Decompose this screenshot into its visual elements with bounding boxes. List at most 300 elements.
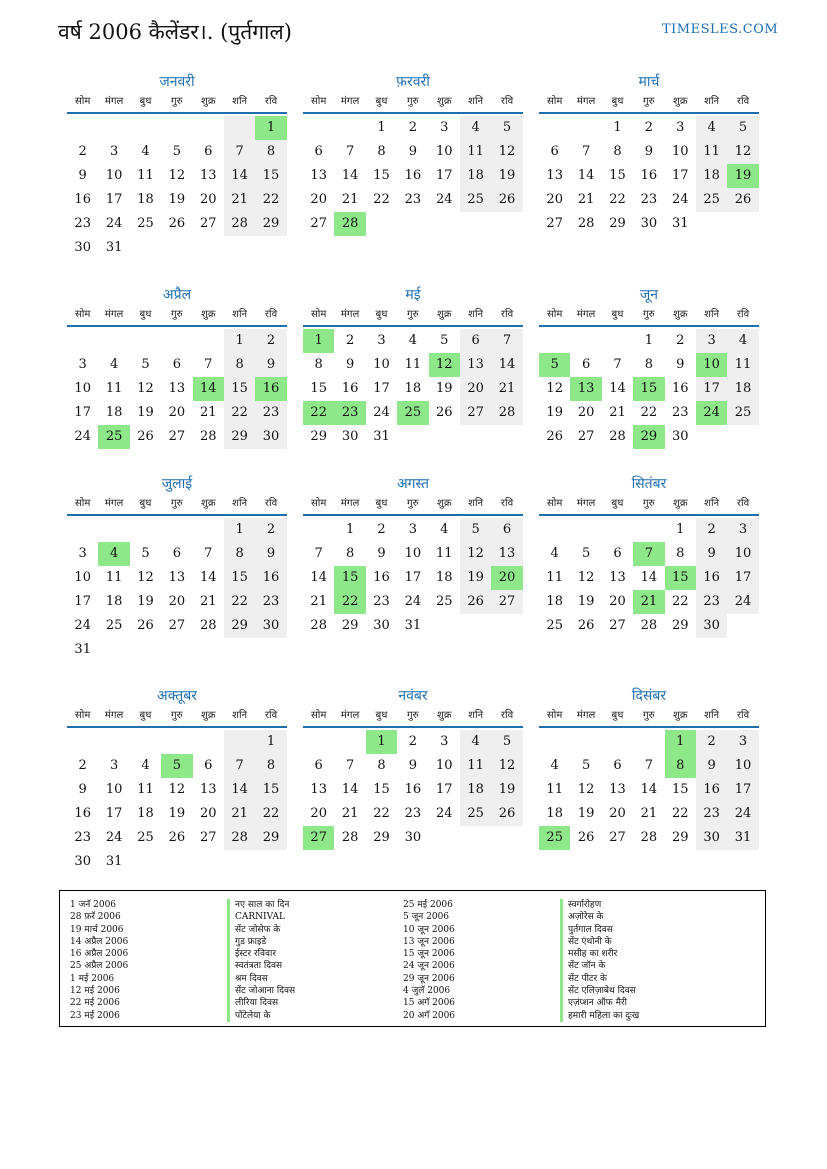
day-cell[interactable]: 4 — [141, 144, 150, 159]
day-cell[interactable]: 14 — [341, 782, 359, 797]
day-cell[interactable]: 13 — [310, 168, 327, 183]
day-cell[interactable]: 25 — [137, 830, 154, 845]
day-cell[interactable]: 19 — [168, 806, 186, 821]
day-cell[interactable]: 7 — [224, 140, 255, 164]
day-cell[interactable]: 6 — [460, 329, 491, 353]
day-cell[interactable]: 6 — [613, 546, 622, 561]
day-cell[interactable]: 24 — [373, 405, 390, 420]
day-cell[interactable]: 3 — [408, 522, 417, 537]
day-cell[interactable]: 30 — [404, 830, 422, 845]
day-cell[interactable]: 22 — [224, 590, 255, 614]
day-cell[interactable]: 21 — [341, 192, 359, 207]
day-cell[interactable]: 7 — [613, 357, 622, 372]
day-cell[interactable]: 18 — [435, 570, 453, 585]
day-cell[interactable]: 20 — [609, 806, 626, 821]
day-cell[interactable]: 4 — [109, 357, 119, 372]
day-cell[interactable]: 5 — [172, 144, 181, 159]
day-cell[interactable]: 6 — [204, 144, 213, 159]
day-cell[interactable]: 3 — [109, 758, 119, 773]
day-cell[interactable]: 8 — [377, 144, 386, 159]
day-cell[interactable]: 24 — [74, 618, 91, 633]
day-cell[interactable]: 4 — [696, 116, 727, 140]
day-cell[interactable]: 19 — [435, 381, 453, 396]
day-cell[interactable]: 11 — [727, 353, 758, 377]
day-cell[interactable]: 5 — [440, 333, 449, 348]
day-cell[interactable]: 13 — [491, 542, 522, 566]
day-cell[interactable]: 18 — [404, 381, 422, 396]
day-cell[interactable]: 16 — [255, 566, 286, 590]
day-cell[interactable]: 3 — [440, 734, 449, 749]
day-cell[interactable]: 29 — [224, 425, 255, 449]
day-cell[interactable]: 8 — [676, 546, 685, 561]
day-cell[interactable]: 5 — [727, 116, 758, 140]
day-cell[interactable]: 27 — [609, 830, 626, 845]
day-cell[interactable]: 27 — [310, 216, 327, 231]
day-cell[interactable]: 2 — [255, 518, 286, 542]
day-cell[interactable]: 29 — [373, 830, 390, 845]
day-cell[interactable]: 22 — [303, 401, 334, 425]
day-cell[interactable]: 3 — [727, 518, 758, 542]
day-cell[interactable]: 19 — [577, 806, 595, 821]
day-cell[interactable]: 19 — [491, 778, 522, 802]
day-cell[interactable]: 8 — [255, 140, 286, 164]
day-cell[interactable]: 20 — [577, 405, 595, 420]
day-cell[interactable]: 6 — [204, 758, 213, 773]
day-cell[interactable]: 24 — [435, 806, 453, 821]
day-cell[interactable]: 12 — [491, 754, 522, 778]
day-cell[interactable]: 13 — [199, 782, 217, 797]
day-cell[interactable]: 18 — [460, 778, 491, 802]
day-cell[interactable]: 2 — [377, 522, 386, 537]
day-cell[interactable]: 13 — [199, 168, 217, 183]
day-cell[interactable]: 26 — [491, 188, 522, 212]
day-cell[interactable]: 20 — [546, 192, 563, 207]
day-cell[interactable]: 20 — [168, 405, 186, 420]
day-cell[interactable]: 3 — [440, 120, 449, 135]
day-cell[interactable]: 23 — [255, 401, 286, 425]
day-cell[interactable]: 1 — [377, 120, 386, 135]
day-cell[interactable]: 26 — [577, 618, 595, 633]
day-cell[interactable]: 9 — [408, 758, 417, 773]
day-cell[interactable]: 6 — [172, 357, 181, 372]
day-cell[interactable]: 9 — [78, 168, 87, 183]
day-cell[interactable]: 15 — [224, 566, 255, 590]
day-cell[interactable]: 8 — [665, 754, 696, 778]
day-cell[interactable]: 1 — [345, 522, 355, 537]
day-cell[interactable]: 30 — [640, 216, 658, 231]
day-cell[interactable]: 3 — [727, 730, 758, 754]
day-cell[interactable]: 9 — [676, 357, 685, 372]
day-cell[interactable]: 17 — [727, 566, 758, 590]
day-cell[interactable]: 18 — [546, 806, 563, 821]
day-cell[interactable]: 8 — [377, 758, 386, 773]
day-cell[interactable]: 11 — [460, 754, 491, 778]
day-cell[interactable]: 1 — [224, 518, 255, 542]
day-cell[interactable]: 10 — [373, 357, 390, 372]
day-cell[interactable]: 8 — [224, 353, 255, 377]
day-cell[interactable]: 5 — [491, 116, 522, 140]
day-cell[interactable]: 12 — [727, 140, 758, 164]
day-cell[interactable]: 21 — [341, 806, 359, 821]
day-cell[interactable]: 26 — [460, 590, 491, 614]
day-cell[interactable]: 27 — [460, 401, 491, 425]
day-cell[interactable]: 28 — [341, 830, 359, 845]
day-cell[interactable]: 1 — [644, 333, 653, 348]
day-cell[interactable]: 19 — [460, 566, 491, 590]
day-cell[interactable]: 20 — [199, 192, 217, 207]
day-cell[interactable]: 7 — [204, 357, 213, 372]
day-cell[interactable]: 12 — [168, 168, 186, 183]
day-cell[interactable]: 2 — [676, 333, 685, 348]
day-cell[interactable]: 23 — [74, 830, 91, 845]
day-cell[interactable]: 20 — [609, 594, 626, 609]
day-cell[interactable]: 25 — [460, 802, 491, 826]
day-cell[interactable]: 4 — [141, 758, 150, 773]
day-cell[interactable]: 2 — [696, 518, 727, 542]
day-cell[interactable]: 23 — [640, 192, 658, 207]
day-cell[interactable]: 18 — [105, 594, 123, 609]
day-cell[interactable]: 25 — [460, 188, 491, 212]
day-cell[interactable]: 29 — [310, 429, 327, 444]
day-cell[interactable]: 4 — [98, 542, 129, 566]
day-cell[interactable]: 11 — [435, 546, 453, 561]
day-cell[interactable]: 11 — [546, 570, 563, 585]
day-cell[interactable]: 25 — [727, 401, 758, 425]
day-cell[interactable]: 13 — [609, 570, 626, 585]
day-cell[interactable]: 11 — [137, 782, 154, 797]
day-cell[interactable]: 6 — [550, 144, 559, 159]
day-cell[interactable]: 28 — [199, 429, 217, 444]
day-cell[interactable]: 13 — [168, 381, 186, 396]
day-cell[interactable]: 13 — [460, 353, 491, 377]
day-cell[interactable]: 15 — [373, 782, 390, 797]
day-cell[interactable]: 26 — [137, 618, 154, 633]
day-cell[interactable]: 27 — [491, 590, 522, 614]
day-cell[interactable]: 18 — [727, 377, 758, 401]
day-cell[interactable]: 23 — [334, 401, 365, 425]
day-cell[interactable]: 1 — [224, 329, 255, 353]
day-cell[interactable]: 27 — [609, 618, 626, 633]
day-cell[interactable]: 17 — [727, 778, 758, 802]
day-cell[interactable]: 29 — [341, 618, 359, 633]
day-cell[interactable]: 10 — [74, 381, 91, 396]
day-cell[interactable]: 25 — [539, 826, 570, 850]
day-cell[interactable]: 16 — [74, 806, 91, 821]
day-cell[interactable]: 13 — [168, 570, 186, 585]
day-cell[interactable]: 21 — [199, 594, 217, 609]
day-cell[interactable]: 9 — [255, 542, 286, 566]
day-cell[interactable]: 16 — [640, 168, 658, 183]
day-cell[interactable]: 2 — [644, 120, 653, 135]
day-cell[interactable]: 14 — [609, 381, 626, 396]
day-cell[interactable]: 30 — [341, 429, 359, 444]
day-cell[interactable]: 16 — [404, 782, 422, 797]
day-cell[interactable]: 25 — [696, 188, 727, 212]
day-cell[interactable]: 17 — [435, 168, 453, 183]
day-cell[interactable]: 25 — [397, 401, 428, 425]
day-cell[interactable]: 7 — [644, 758, 653, 773]
day-cell[interactable]: 28 — [640, 618, 658, 633]
day-cell[interactable]: 14 — [640, 570, 658, 585]
day-cell[interactable]: 2 — [78, 758, 87, 773]
day-cell[interactable]: 30 — [696, 614, 727, 638]
day-cell[interactable]: 3 — [676, 120, 685, 135]
day-cell[interactable]: 17 — [105, 192, 123, 207]
day-cell[interactable]: 26 — [577, 830, 595, 845]
day-cell[interactable]: 16 — [74, 192, 91, 207]
day-cell[interactable]: 26 — [168, 830, 186, 845]
day-cell[interactable]: 6 — [314, 144, 323, 159]
day-cell[interactable]: 21 — [633, 590, 664, 614]
day-cell[interactable]: 16 — [696, 566, 727, 590]
day-cell[interactable]: 13 — [310, 782, 327, 797]
day-cell[interactable]: 11 — [546, 782, 563, 797]
day-cell[interactable]: 12 — [491, 140, 522, 164]
day-cell[interactable]: 18 — [137, 192, 154, 207]
day-cell[interactable]: 16 — [404, 168, 422, 183]
day-cell[interactable]: 19 — [546, 405, 563, 420]
day-cell[interactable]: 2 — [408, 734, 417, 749]
day-cell[interactable]: 30 — [255, 614, 286, 638]
day-cell[interactable]: 23 — [404, 192, 422, 207]
day-cell[interactable]: 2 — [408, 120, 417, 135]
day-cell[interactable]: 15 — [373, 168, 390, 183]
day-cell[interactable]: 22 — [671, 594, 689, 609]
day-cell[interactable]: 17 — [373, 381, 390, 396]
day-cell[interactable]: 28 — [310, 618, 327, 633]
day-cell[interactable]: 7 — [633, 542, 664, 566]
day-cell[interactable]: 22 — [224, 401, 255, 425]
day-cell[interactable]: 7 — [224, 754, 255, 778]
day-cell[interactable]: 29 — [633, 425, 664, 449]
day-cell[interactable]: 31 — [105, 854, 123, 869]
day-cell[interactable]: 26 — [168, 216, 186, 231]
day-cell[interactable]: 7 — [581, 144, 591, 159]
day-cell[interactable]: 21 — [491, 377, 522, 401]
day-cell[interactable]: 20 — [310, 806, 327, 821]
day-cell[interactable]: 21 — [310, 594, 327, 609]
day-cell[interactable]: 8 — [255, 754, 286, 778]
day-cell[interactable]: 24 — [696, 401, 727, 425]
day-cell[interactable]: 23 — [671, 405, 689, 420]
day-cell[interactable]: 16 — [255, 377, 286, 401]
day-cell[interactable]: 24 — [727, 590, 758, 614]
day-cell[interactable]: 5 — [491, 730, 522, 754]
day-cell[interactable]: 31 — [373, 429, 390, 444]
day-cell[interactable]: 17 — [74, 594, 91, 609]
day-cell[interactable]: 17 — [74, 405, 91, 420]
day-cell[interactable]: 14 — [491, 353, 522, 377]
day-cell[interactable]: 25 — [137, 216, 154, 231]
day-cell[interactable]: 29 — [255, 826, 286, 850]
day-cell[interactable]: 27 — [303, 826, 334, 850]
day-cell[interactable]: 9 — [377, 546, 386, 561]
day-cell[interactable]: 10 — [696, 353, 727, 377]
day-cell[interactable]: 20 — [460, 377, 491, 401]
day-cell[interactable]: 20 — [310, 192, 327, 207]
day-cell[interactable]: 20 — [491, 566, 522, 590]
day-cell[interactable]: 19 — [577, 594, 595, 609]
day-cell[interactable]: 27 — [546, 216, 563, 231]
day-cell[interactable]: 3 — [78, 357, 87, 372]
day-cell[interactable]: 17 — [435, 782, 453, 797]
day-cell[interactable]: 5 — [539, 353, 570, 377]
day-cell[interactable]: 15 — [665, 566, 696, 590]
day-cell[interactable]: 1 — [366, 730, 397, 754]
day-cell[interactable]: 14 — [341, 168, 359, 183]
day-cell[interactable]: 19 — [727, 164, 758, 188]
day-cell[interactable]: 7 — [204, 546, 213, 561]
day-cell[interactable]: 3 — [696, 329, 727, 353]
day-cell[interactable]: 21 — [224, 188, 255, 212]
day-cell[interactable]: 19 — [137, 405, 154, 420]
day-cell[interactable]: 14 — [224, 164, 255, 188]
day-cell[interactable]: 9 — [255, 353, 286, 377]
day-cell[interactable]: 15 — [609, 168, 626, 183]
day-cell[interactable]: 8 — [314, 357, 323, 372]
day-cell[interactable]: 17 — [671, 168, 689, 183]
day-cell[interactable]: 14 — [193, 377, 224, 401]
day-cell[interactable]: 6 — [491, 518, 522, 542]
day-cell[interactable]: 11 — [696, 140, 727, 164]
day-cell[interactable]: 28 — [224, 826, 255, 850]
day-cell[interactable]: 10 — [105, 168, 123, 183]
day-cell[interactable]: 4 — [727, 329, 758, 353]
day-cell[interactable]: 12 — [460, 542, 491, 566]
day-cell[interactable]: 30 — [74, 240, 91, 255]
day-cell[interactable]: 29 — [671, 618, 689, 633]
day-cell[interactable]: 10 — [727, 542, 758, 566]
day-cell[interactable]: 2 — [345, 333, 355, 348]
day-cell[interactable]: 18 — [696, 164, 727, 188]
day-cell[interactable]: 3 — [377, 333, 386, 348]
day-cell[interactable]: 1 — [613, 120, 622, 135]
day-cell[interactable]: 31 — [105, 240, 123, 255]
day-cell[interactable]: 3 — [78, 546, 87, 561]
day-cell[interactable]: 13 — [570, 377, 601, 401]
day-cell[interactable]: 14 — [640, 782, 658, 797]
day-cell[interactable]: 23 — [74, 216, 91, 231]
day-cell[interactable]: 26 — [435, 405, 453, 420]
day-cell[interactable]: 16 — [341, 381, 359, 396]
day-cell[interactable]: 24 — [435, 192, 453, 207]
day-cell[interactable]: 16 — [373, 570, 390, 585]
day-cell[interactable]: 22 — [671, 806, 689, 821]
day-cell[interactable]: 11 — [404, 357, 422, 372]
day-cell[interactable]: 24 — [404, 594, 422, 609]
day-cell[interactable]: 18 — [105, 405, 123, 420]
day-cell[interactable]: 21 — [199, 405, 217, 420]
day-cell[interactable]: 26 — [491, 802, 522, 826]
day-cell[interactable]: 15 — [671, 782, 689, 797]
day-cell[interactable]: 5 — [581, 546, 591, 561]
day-cell[interactable]: 7 — [491, 329, 522, 353]
day-cell[interactable]: 11 — [105, 570, 123, 585]
day-cell[interactable]: 9 — [696, 754, 727, 778]
day-cell[interactable]: 5 — [581, 758, 591, 773]
day-cell[interactable]: 14 — [199, 570, 217, 585]
day-cell[interactable]: 1 — [255, 730, 286, 754]
day-cell[interactable]: 8 — [644, 357, 653, 372]
day-cell[interactable]: 12 — [137, 570, 154, 585]
day-cell[interactable]: 30 — [373, 618, 390, 633]
day-cell[interactable]: 27 — [577, 429, 595, 444]
day-cell[interactable]: 29 — [224, 614, 255, 638]
day-cell[interactable]: 23 — [404, 806, 422, 821]
day-cell[interactable]: 7 — [314, 546, 323, 561]
day-cell[interactable]: 26 — [546, 429, 563, 444]
day-cell[interactable]: 2 — [255, 329, 286, 353]
day-cell[interactable]: 25 — [546, 618, 563, 633]
day-cell[interactable]: 15 — [334, 566, 365, 590]
day-cell[interactable]: 22 — [373, 806, 390, 821]
day-cell[interactable]: 15 — [255, 164, 286, 188]
day-cell[interactable]: 30 — [696, 826, 727, 850]
day-cell[interactable]: 19 — [137, 594, 154, 609]
site-link[interactable]: TIMESLES.COM — [662, 22, 779, 37]
day-cell[interactable]: 10 — [105, 782, 123, 797]
day-cell[interactable]: 28 — [577, 216, 595, 231]
day-cell[interactable]: 11 — [105, 381, 123, 396]
day-cell[interactable]: 11 — [137, 168, 154, 183]
day-cell[interactable]: 31 — [727, 826, 758, 850]
day-cell[interactable]: 14 — [224, 778, 255, 802]
day-cell[interactable]: 13 — [546, 168, 563, 183]
day-cell[interactable]: 28 — [609, 429, 626, 444]
day-cell[interactable]: 1 — [303, 329, 334, 353]
day-cell[interactable]: 8 — [345, 546, 355, 561]
day-cell[interactable]: 27 — [199, 216, 217, 231]
day-cell[interactable]: 9 — [696, 542, 727, 566]
day-cell[interactable]: 4 — [550, 758, 559, 773]
day-cell[interactable]: 7 — [345, 144, 355, 159]
day-cell[interactable]: 20 — [168, 594, 186, 609]
day-cell[interactable]: 15 — [633, 377, 664, 401]
day-cell[interactable]: 27 — [168, 429, 186, 444]
day-cell[interactable]: 30 — [255, 425, 286, 449]
day-cell[interactable]: 13 — [609, 782, 626, 797]
day-cell[interactable]: 17 — [696, 377, 727, 401]
day-cell[interactable]: 27 — [168, 618, 186, 633]
day-cell[interactable]: 21 — [640, 806, 658, 821]
day-cell[interactable]: 8 — [613, 144, 622, 159]
day-cell[interactable]: 12 — [577, 570, 595, 585]
day-cell[interactable]: 23 — [255, 590, 286, 614]
day-cell[interactable]: 26 — [137, 429, 154, 444]
day-cell[interactable]: 18 — [137, 806, 154, 821]
day-cell[interactable]: 1 — [665, 730, 696, 754]
day-cell[interactable]: 22 — [640, 405, 658, 420]
day-cell[interactable]: 21 — [224, 802, 255, 826]
day-cell[interactable]: 28 — [640, 830, 658, 845]
day-cell[interactable]: 22 — [255, 802, 286, 826]
day-cell[interactable]: 31 — [74, 642, 91, 657]
day-cell[interactable]: 21 — [609, 405, 626, 420]
day-cell[interactable]: 12 — [168, 782, 186, 797]
day-cell[interactable]: 19 — [168, 192, 186, 207]
day-cell[interactable]: 10 — [74, 570, 91, 585]
day-cell[interactable]: 9 — [408, 144, 417, 159]
day-cell[interactable]: 29 — [671, 830, 689, 845]
day-cell[interactable]: 17 — [105, 806, 123, 821]
day-cell[interactable]: 29 — [609, 216, 626, 231]
day-cell[interactable]: 9 — [78, 782, 87, 797]
day-cell[interactable]: 10 — [671, 144, 689, 159]
day-cell[interactable]: 2 — [696, 730, 727, 754]
day-cell[interactable]: 3 — [109, 144, 119, 159]
day-cell[interactable]: 28 — [199, 618, 217, 633]
day-cell[interactable]: 1 — [676, 522, 685, 537]
